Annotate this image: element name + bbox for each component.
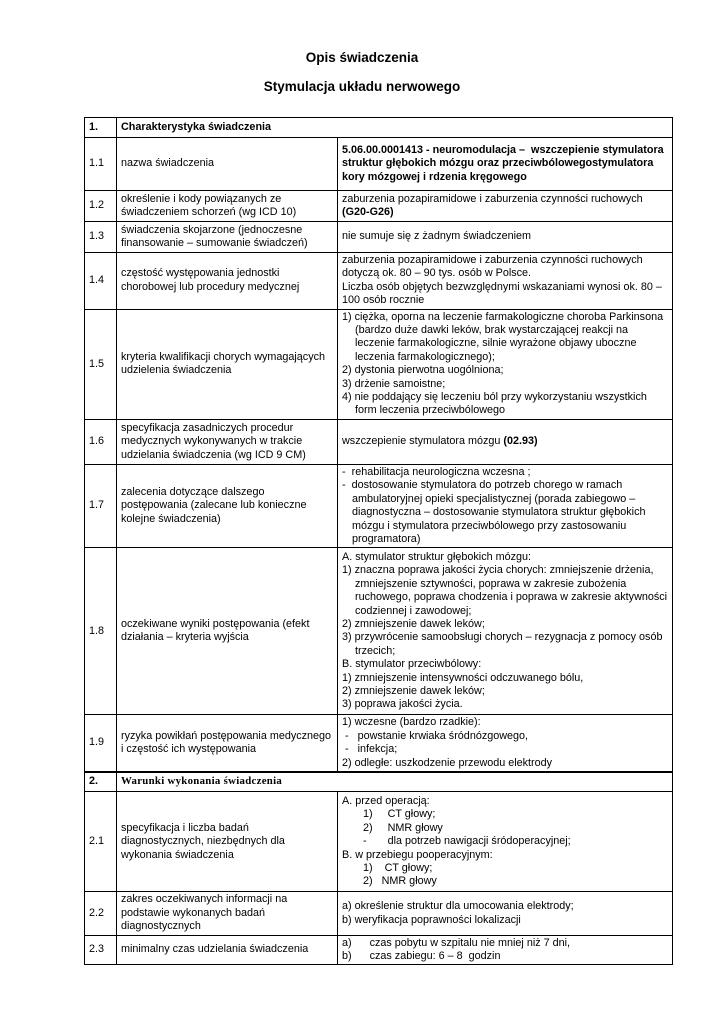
- value-line: B. w przebiegu pooperacyjnym:: [342, 848, 493, 861]
- value-line: a) określenie struktur dla umocowania elektrody;: [342, 900, 574, 913]
- row-label: minimalny czas udzielania świadczenia: [117, 935, 338, 965]
- value-line: - powstanie krwiaka śródnózgowego,: [345, 729, 529, 742]
- table-row-1-7: [85, 464, 673, 547]
- section-row-1: [85, 118, 673, 138]
- row-number: 1.8: [85, 548, 117, 715]
- value-line: - rehabilitacja neurologiczna wczesna ;: [342, 465, 531, 478]
- value-line: 1) znaczna poprawa jakości życia chorych: zmniejszenie drżenia, zmniejszenie sztywności, poprawa w zakresie zubożenia ruchowego, poprawa chodzenia i poprawa w zakresie aktywności codziennej i zawodowej;: [342, 564, 671, 617]
- row-value: [338, 253, 673, 310]
- row-value: [338, 935, 673, 965]
- row-value: [338, 191, 673, 222]
- row-label: zakres oczekiwanych informacji na podstawie wykonanych badań diagnostycznych: [117, 892, 338, 935]
- value-line: b) weryfikacja poprawności lokalizacji: [342, 913, 521, 926]
- value-line: 1) zmniejszenie intensywności odczuwanego bólu,: [342, 671, 584, 684]
- section-title: Warunki wykonania świadczenia: [117, 772, 673, 792]
- row-number: 1.9: [85, 715, 117, 772]
- row-value: [338, 309, 673, 419]
- row-number: 1.7: [85, 464, 117, 547]
- row-value: [338, 222, 673, 253]
- value-line: 1) CT głowy;: [363, 808, 436, 821]
- row-number: 1.4: [85, 253, 117, 310]
- value-line: 2) NMR głowy: [363, 821, 443, 834]
- value-line: 5.06.00.0001413 - neuromodulacja – wszczepienie stymulatora struktur głębokich mózgu oraz przeciwbólowegostymulatora kory mózgowej i rdzenia kręgowego: [342, 143, 667, 183]
- table-row-1-5: [85, 309, 673, 419]
- row-value: [338, 715, 673, 772]
- section-title: Charakterystyka świadczenia: [117, 118, 673, 138]
- value-line: Liczba osób objętych bezwzględnymi wskazaniami wynosi ok. 80 – 100 osób rocznie: [342, 280, 665, 307]
- row-label: świadczenia skojarzone (jednoczesne finansowanie – sumowanie świadczeń): [117, 222, 338, 253]
- value-line: A. stymulator struktur głębokich mózgu:: [342, 550, 532, 563]
- table-row-2-2: [85, 892, 673, 935]
- row-label: specyfikacja i liczba badań diagnostycznych, niezbędnych dla wykonania świadczenia: [117, 792, 338, 892]
- value-line: nie sumuje się z żadnym świadczeniem: [342, 230, 532, 243]
- table-row-1-4: [85, 253, 673, 310]
- row-value: [338, 548, 673, 715]
- row-label: kryteria kwalifikacji chorych wymagających udzielenia świadczenia: [117, 309, 338, 419]
- row-number: 1.5: [85, 309, 117, 419]
- value-line: A. przed operacją:: [342, 795, 430, 808]
- row-label: określenie i kody powiązanych ze świadczeniem schorzeń (wg ICD 10): [117, 191, 338, 222]
- service-description-table: [84, 117, 673, 965]
- section-row-2: [85, 772, 673, 792]
- doc-title-line2: Stymulacja układu nerwowego: [263, 79, 461, 94]
- table-row-1-3: [85, 222, 673, 253]
- row-label: zalecenia dotyczące dalszego postępowania (zalecane lub konieczne kolejne świadczenia): [117, 464, 338, 547]
- value-line: - infekcja;: [345, 743, 398, 756]
- value-line: 2) zmniejszenie dawek leków;: [342, 684, 485, 697]
- table-row-1-6: [85, 419, 673, 464]
- row-value: [338, 138, 673, 191]
- value-line: zaburzenia pozapiramidowe i zaburzenia czynności ruchowych: [342, 192, 643, 205]
- value-line: 1) wczesne (bardzo rzadkie):: [342, 716, 481, 729]
- value-line: 3) przywrócenie samoobsługi chorych – rezygnacja z pomocy osób trzecich;: [342, 631, 666, 657]
- row-label: ryzyka powikłań postępowania medycznego i częstość ich występowania: [117, 715, 338, 772]
- value-text: wszczepienie stymulatora mózgu: [342, 435, 504, 448]
- value-code: (02.93): [503, 435, 538, 448]
- table-row-1-1: [85, 138, 673, 191]
- value-line: - dostosowanie stymulatora do potrzeb chorego w ramach ambulatoryjnej opieki specjalistycznej (porada zabiegowo – diagnostyczna – dostosowanie stymulatora struktur głębokich mózgu i stymulatora przeciwbólowego przy zastosowaniu programatora): [342, 479, 652, 545]
- table-row-1-8: [85, 548, 673, 715]
- row-number: 1.1: [85, 138, 117, 191]
- doc-title-line1: Opis świadczenia: [305, 50, 419, 65]
- row-number: 2.1: [85, 792, 117, 892]
- row-value: [338, 892, 673, 935]
- section-number: 2.: [85, 772, 117, 792]
- value-line: 1) ciężka, oporna na leczenie farmakologiczne choroba Parkinsona (bardzo duże dawki leków, brak wystarczającej reakcji na leczenie farmakologiczne, silnie wyrażone objawy uboczne leczenia farmakologicznego);: [342, 310, 667, 363]
- value-line: B. stymulator przeciwbólowy:: [342, 658, 482, 671]
- section-number: 1.: [85, 118, 117, 138]
- value-line: 2) zmniejszenie dawek leków;: [342, 617, 485, 630]
- table-row-2-1: [85, 792, 673, 892]
- row-value: [338, 419, 673, 464]
- row-label: specyfikacja zasadniczych procedur medycznych wykonywanych w trakcie udzielania świadczenia (wg ICD 9 CM): [117, 419, 338, 464]
- value-line: [342, 435, 668, 448]
- value-line: 2) odległe: uszkodzenie przewodu elektrody: [342, 756, 553, 769]
- value-line: 4) nie poddający się leczeniu ból przy wykorzystaniu wszystkich form leczenia przeciwbólowego: [342, 391, 650, 417]
- value-line: 2) NMR głowy: [363, 875, 437, 888]
- table-row-2-3: [85, 935, 673, 965]
- value-line: 3) poprawa jakości życia.: [342, 698, 463, 711]
- value-line: a) czas pobytu w szpitalu nie mniej niż 7 dni,: [342, 936, 571, 949]
- table-row-1-2: [85, 191, 673, 222]
- value-line: b) czas zabiegu: 6 – 8 godzin: [342, 950, 501, 963]
- table-row-1-9: [85, 715, 673, 772]
- row-number: 2.2: [85, 892, 117, 935]
- document-title: [0, 0, 724, 94]
- value-line: 3) drżenie samoistne;: [342, 377, 446, 390]
- row-value: [338, 792, 673, 892]
- row-number: 1.3: [85, 222, 117, 253]
- row-label: częstość występowania jednostki chorobowej lub procedury medycznej: [117, 253, 338, 310]
- row-label: oczekiwane wyniki postępowania (efekt działania – kryteria wyjścia: [117, 548, 338, 715]
- value-line: zaburzenia pozapiramidowe i zaburzenia czynności ruchowych dotyczą ok. 80 – 90 tys. osób w Polsce.: [342, 254, 646, 280]
- row-value: [338, 464, 673, 547]
- row-number: 2.3: [85, 935, 117, 965]
- value-line: 1) CT głowy;: [363, 862, 433, 875]
- row-number: 1.2: [85, 191, 117, 222]
- value-line: (G20-G26): [342, 206, 394, 218]
- value-line: - dla potrzeb nawigacji śródoperacyjnej;: [363, 835, 571, 848]
- value-line: 2) dystonia pierwotna uogólniona;: [342, 364, 504, 377]
- row-label: nazwa świadczenia: [117, 138, 338, 191]
- row-number: 1.6: [85, 419, 117, 464]
